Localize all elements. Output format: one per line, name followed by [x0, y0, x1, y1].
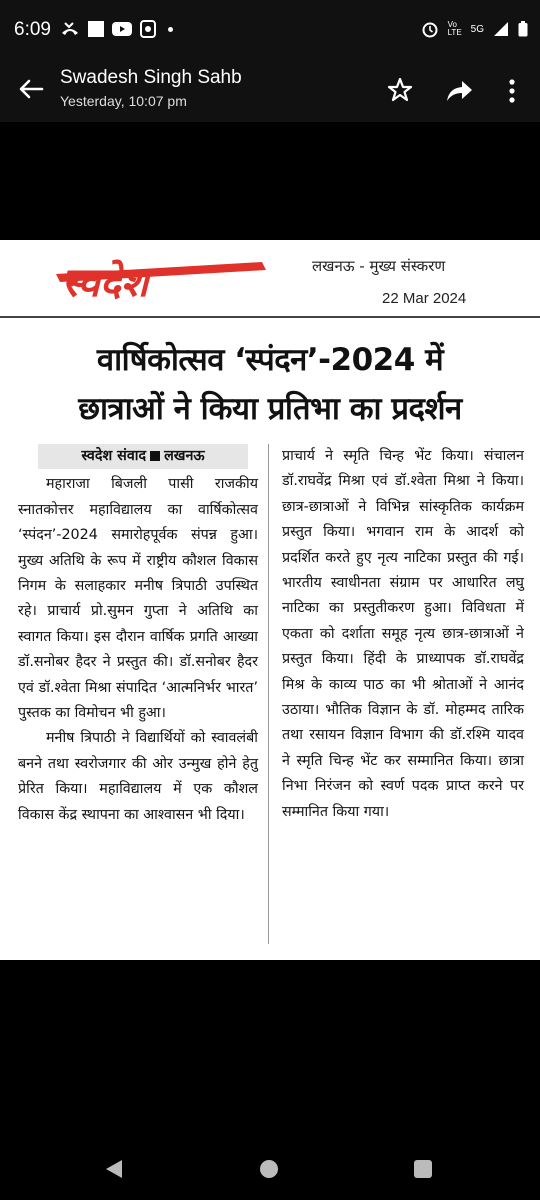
left-paragraph-1: महाराजा बिजली पासी राजकीय स्नातकोत्तर महाविद्यालय का वार्षिकोत्सव ‘स्पंदन’-2024 समारोहपूर्वक संपन्न हुआ। मुख्य अतिथि के रूप में राष्ट्रीय कौशल विकास निगम के सलाहकार मनीष त्रिपाठी उपस्थित रहे। प्राचार्य प्रो.सुमन गुप्ता ने अतिथि का स्वागत किया। इस दौरान वार्षिक प्रगति आख्या डॉ.सनोबर हैदर ने प्रस्तुत की। डॉ.सनोबर हैदर एवं डॉ.श्वेता मिश्रा संपादित ‘आत्मनिर्भर भारत’ पुस्तक का विमोचन भी हुआ। [18, 476, 258, 722]
right-paragraph: प्राचार्य ने स्मृति चिन्ह भेंट किया। संचालन डॉ.राघवेंद्र मिश्रा एवं डॉ.श्वेता मिश्रा ने किया। छात्र-छात्राओं ने विभिन्न सांस्कृतिक कार्यक्रम प्रस्तुत किया। भगवान राम के आदर्श को प्रदर्शित करते हुए नृत्य नाटिका प्रस्तुत की गई। भारतीय स्वाधीनता संग्राम पर आधारित लघु नाटिका का प्रस्तुतीकरण हुआ। विविधता में एकता को दर्शाता समूह नृत्य छात्र-छात्राओं ने प्रस्तुत किया। हिंदी के प्राध्यापक डॉ.राघवेंद्र मिश्र के काव्य पाठ का भी श्रोताओं ने आनंद उठाया। भौतिक विज्ञान के डॉ. मोहम्मद तारिक तथा रसायन विज्ञान विभाग की डॉ.रश्मि यादव ने स्मृति चिन्ह भेंट कर सम्मानित किया। छात्रा निभा निरंजन को स्वर्ण पदक प्राप्त करने पर सम्मानित किया गया। [282, 448, 524, 820]
battery-icon [518, 21, 528, 37]
left-paragraph-2: मनीष त्रिपाठी ने विद्यार्थियों को स्वावलंबी बनने तथा स्वरोजगार की ओर उन्मुख होने हेतु प्रेरित किया। महाविद्यालय में एक कौशल विकास केंद्र स्थापना का आश्वासन भी दिया। [18, 730, 258, 823]
masthead-rule [0, 316, 540, 318]
nav-back-icon[interactable] [104, 1158, 124, 1180]
byline-source: स्वदेश संवाद [81, 448, 147, 464]
star-icon[interactable] [386, 76, 414, 104]
system-icons [421, 20, 528, 38]
youtube-icon [112, 21, 132, 37]
column-divider [268, 444, 269, 944]
sender-name: Swadesh Singh Sahb [60, 67, 242, 88]
publication-date: 22 Mar 2024 [382, 290, 467, 307]
network-type-label: 5G [470, 23, 484, 35]
article-column-left [18, 444, 258, 828]
more-notifications-dot-icon [168, 27, 173, 32]
sent-timestamp: Yesterday, 10:07 pm [60, 93, 187, 109]
edition-label: लखनऊ - मुख्य संस्करण [312, 257, 446, 275]
headline-line-2: छात्राओं ने किया प्रतिभा का प्रदर्शन [78, 391, 462, 427]
status-time: 6:09 [14, 19, 51, 40]
swadesh-logo [52, 252, 272, 302]
nav-home-icon[interactable] [260, 1160, 278, 1178]
newspaper-clipping-image[interactable] [0, 240, 540, 960]
app-bar [0, 60, 540, 122]
svg-text:स्वदेश: स्वदेश [62, 260, 149, 302]
forward-icon[interactable] [444, 77, 474, 105]
status-bar [0, 0, 540, 60]
volte-top-label: Vo [447, 20, 457, 29]
missed-call-icon [60, 21, 80, 37]
nav-recents-icon[interactable] [414, 1160, 432, 1178]
byline-separator-icon [150, 451, 160, 461]
notification-icons [60, 20, 173, 38]
app-notification-icon [88, 21, 104, 37]
alarm-icon [421, 20, 439, 38]
headline-line-1: वार्षिकोत्सव ‘स्पंदन’-2024 में [96, 342, 444, 378]
phone-app-icon [140, 20, 156, 38]
system-navigation-bar [0, 1136, 540, 1200]
volte-bottom-label: LTE [447, 28, 462, 37]
volte-icon [448, 21, 462, 37]
byline-city: लखनऊ [164, 448, 205, 464]
byline [38, 444, 248, 469]
back-arrow-icon[interactable] [16, 74, 46, 104]
article-headline [20, 336, 520, 434]
signal-icon [493, 21, 509, 37]
more-options-icon[interactable] [500, 77, 524, 105]
article-column-right [282, 444, 524, 825]
